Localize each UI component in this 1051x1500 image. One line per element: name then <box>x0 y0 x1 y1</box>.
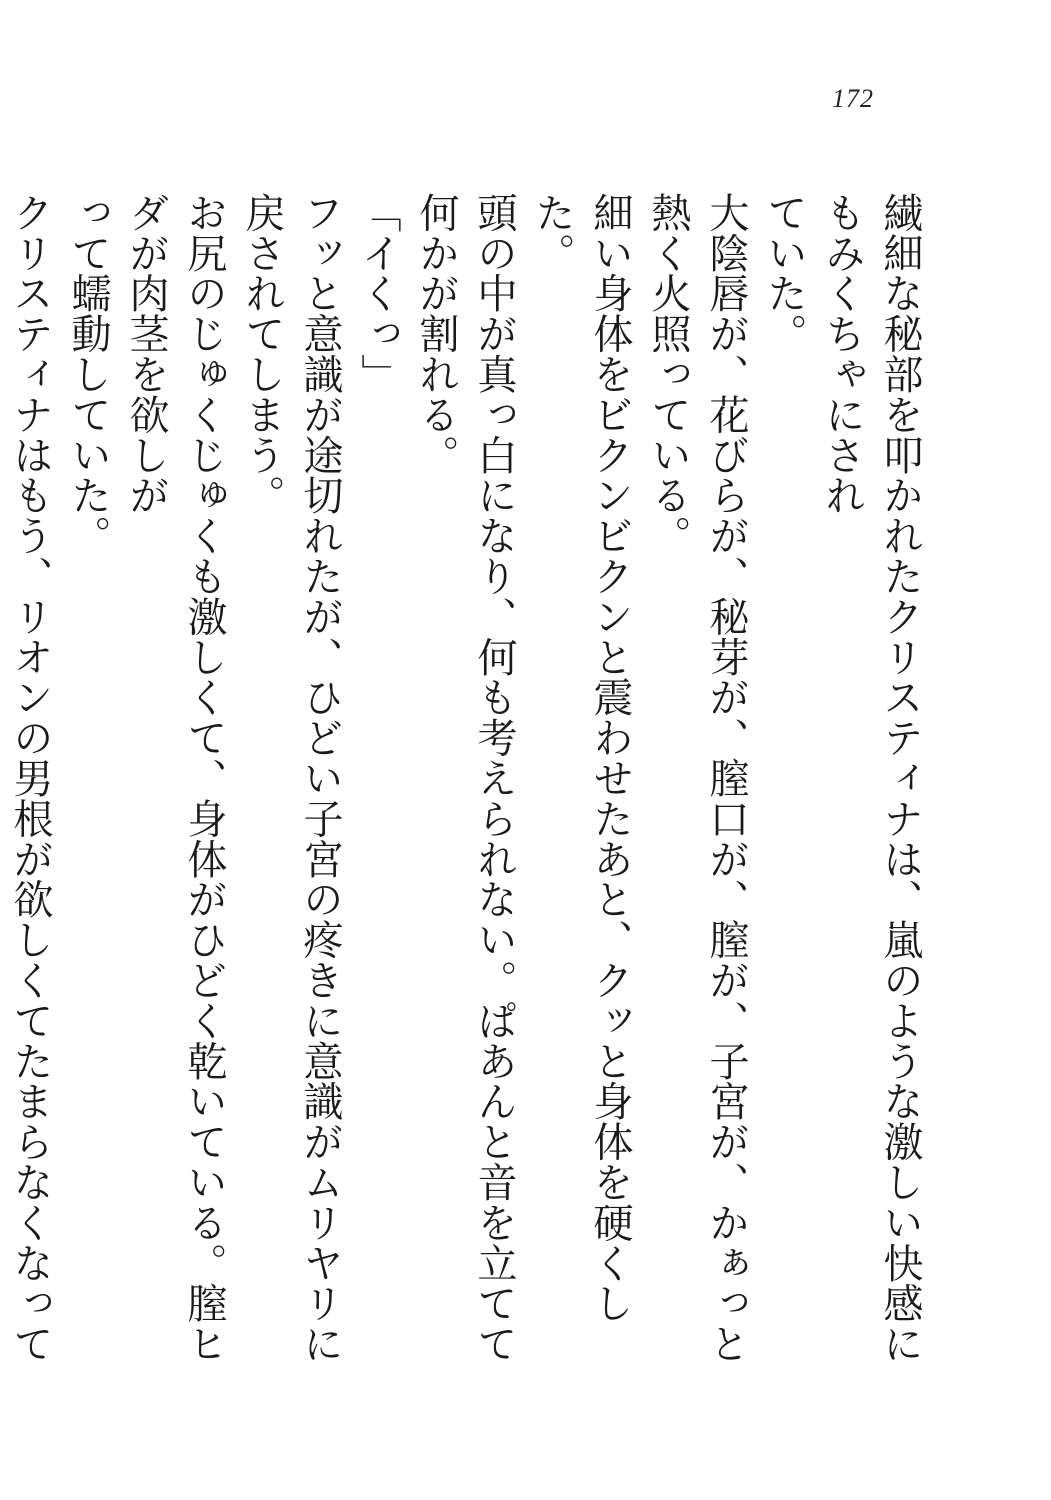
text-line: クリスティナはもう、リオンの男根が欲しくてたまらなくなって <box>7 192 53 1364</box>
text-line: 細い身体をビクンビクンと震わせたあと、クッと身体を硬くした。 <box>529 192 633 1324</box>
text-line: フッと意識が途切れたが、ひどい子宮の疼きに意識がムリヤリに戻されてしまう。 <box>239 192 343 1364</box>
text-line: 「イくっ」 <box>355 192 401 394</box>
text-line: ていた。 <box>761 192 807 354</box>
text-line: お尻のじゅくじゅくも激しくて、身体がひどく乾いている。膣ヒダが肉茎を欲しが <box>123 192 227 1364</box>
text-line: って蠕動していた。 <box>65 192 111 556</box>
text-line: 頭の中が真っ白になり、何も考えられない。ぱあんと音を立てて何かが割れる。 <box>413 192 517 1364</box>
text-line: 大陰唇が、花びらが、秘芽が、膣口が、膣が、子宮が、かぁっと熱く火照っている。 <box>645 192 749 1364</box>
page-number: 172 <box>832 84 874 113</box>
vertical-text-body <box>0 192 929 1382</box>
text-line: 繊細な秘部を叩かれたクリスティナは、嵐のような激しい快感にもみくちゃにされ <box>819 192 923 1364</box>
